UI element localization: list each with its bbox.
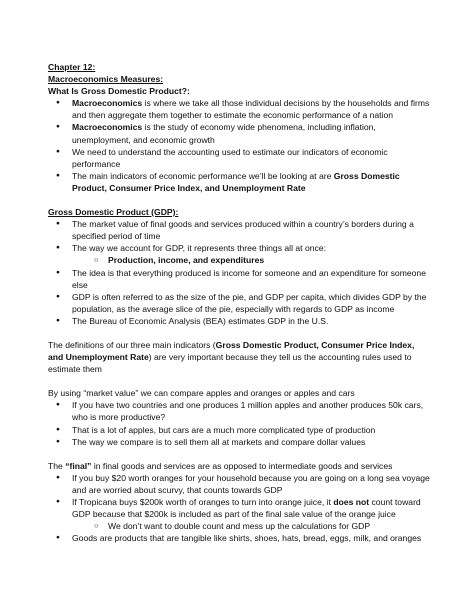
list-item: ● The way we account for GDP, it represents three things all at once: [48, 242, 430, 254]
bullet-text: If Tropicana buys $200k worth of oranges to turn into orange juice, it [72, 497, 334, 507]
bullet-text: is the study of economy wide phenomena, including inflation, unemployment, and economic growth [72, 122, 376, 145]
bold-term: Macroeconomics [72, 122, 143, 133]
paragraph-text: The [48, 460, 66, 471]
list-item: ● Goods are products that are tangible like shirts, shoes, hats, bread, eggs, milk, and oranges [48, 532, 430, 544]
sub-list-item: ○ Production, income, and expenditures [48, 254, 430, 266]
final-paragraph [48, 460, 430, 472]
bullet-text: The main indicators of economic performance we’ll be looking at are [72, 170, 334, 181]
bold-term: Macroeconomics [72, 98, 143, 109]
gdp-heading: Gross Domestic Product (GDP): [48, 207, 179, 218]
section-subtitle: Macroeconomics Measures: [48, 74, 164, 85]
list-item: ● GDP is often referred to as the size of the pie, and GDP per capita, which divides GDP by the population, as the average slice of the pie, especially with regards to GDP as income [48, 291, 430, 315]
list-item [48, 146, 430, 170]
paragraph-text: in final goods and services are as opposed to intermediate goods and services [91, 460, 393, 471]
bold-term: Gross Domestic Product, Consumer Price Index, and Unemployment Rate [48, 339, 415, 363]
bullet-text: We need to understand the accounting used to estimate our indicators of economic performance [72, 146, 388, 169]
market-bullet-list [48, 399, 430, 447]
list-item [48, 121, 430, 145]
bold-term: “final” [65, 460, 92, 471]
gdp-bullet-list [48, 218, 430, 327]
question-heading: What Is Gross Domestic Product?: [48, 86, 190, 97]
list-item: ● The way we compare is to sell them all at markets and compare dollar values [48, 436, 430, 448]
bold-term: does not [333, 497, 370, 507]
final-bullet-list [48, 472, 430, 545]
paragraph-text: ) are very important because they tell us the accounting rules used to estimate them [48, 352, 412, 375]
intro-bullet-list [48, 97, 430, 194]
bullet-text: is where we take all those individual decisions by the households and firms and then aggregate them together to estimate the economic performance of a nation [72, 98, 430, 121]
list-item [48, 97, 430, 121]
bold-term: Gross Domestic Product, Consumer Price Index, and Unemployment Rate [72, 170, 400, 193]
list-item: ● The idea is that everything produced is income for someone and an expenditure for someone else [48, 267, 430, 291]
bullet-text: count toward GDP because that $200k is included as part of the final sale value of the orange juice [72, 497, 421, 520]
list-item [48, 496, 430, 520]
list-item: ● If you have two countries and one produces 1 million apples and another produces 50k cars, who is more productive? [48, 399, 430, 423]
list-item: ● The market value of final goods and services produced within a country’s borders during a specified period of time [48, 218, 430, 242]
chapter-heading: Chapter 12: [48, 62, 96, 72]
sub-list-item: ○ We don’t want to double count and mess up the calculations for GDP [48, 520, 430, 532]
list-item: ● That is a lot of apples, but cars are a much more complicated type of production [48, 424, 430, 436]
definitions-paragraph [48, 339, 430, 375]
market-value-paragraph: By using “market value” we can compare apples and oranges or apples and cars [48, 388, 355, 399]
list-item: ● The Bureau of Economic Analysis (BEA) estimates GDP in the U.S. [48, 315, 430, 327]
list-item [48, 170, 430, 194]
list-item: ● If you buy $20 worth oranges for your household because you are going on a long sea voyage and are worried about scurvy, that counts towards GDP [48, 472, 430, 496]
paragraph-text: The definitions of our three main indicators ( [48, 339, 216, 350]
